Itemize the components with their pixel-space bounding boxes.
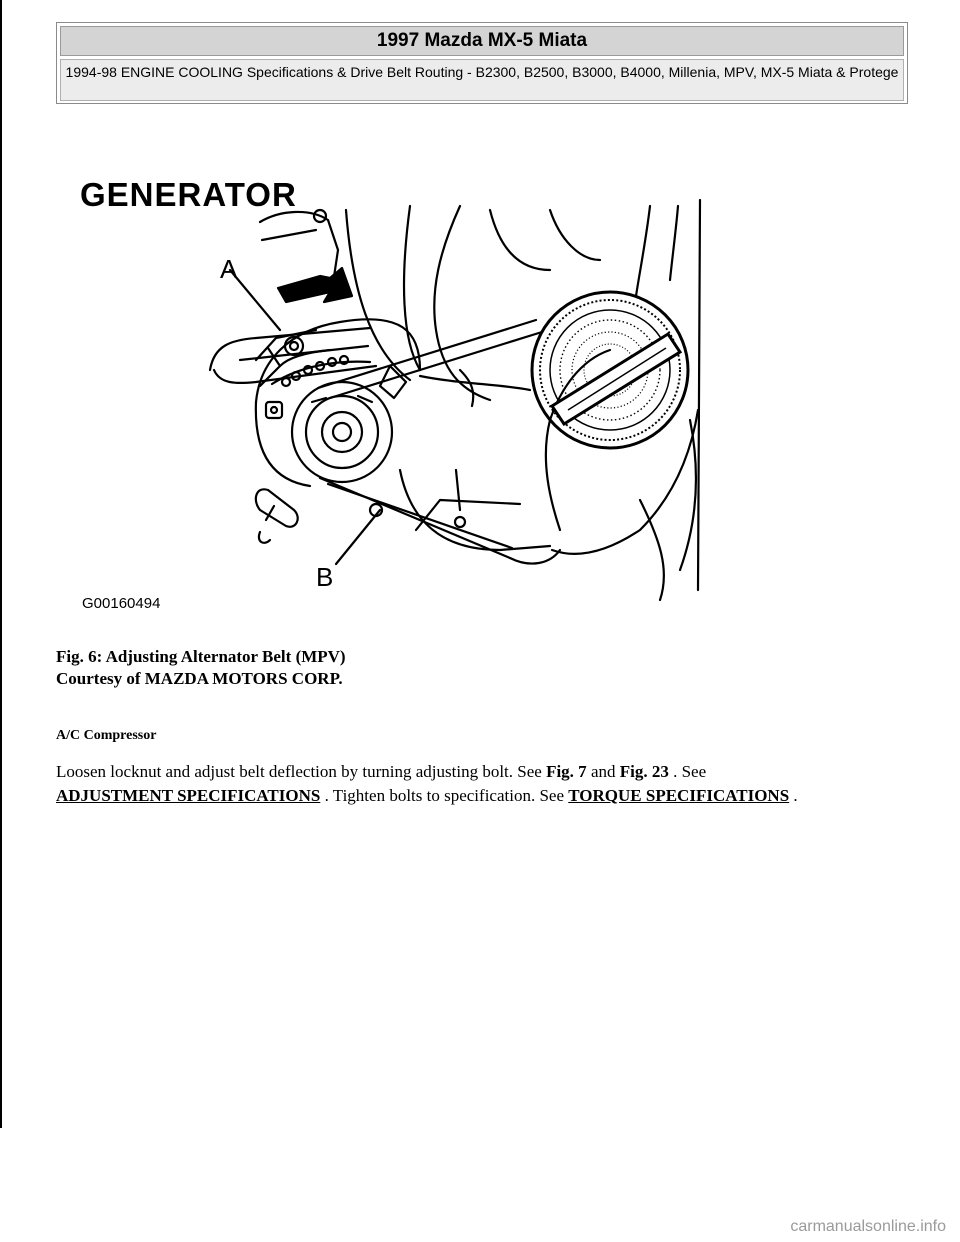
- line-art: [210, 200, 700, 600]
- label-a: A: [220, 254, 238, 284]
- page-header: [56, 22, 908, 104]
- instruction-paragraph: [56, 760, 916, 808]
- header-subtitle: 1994-98 ENGINE COOLING Specifications & Drive Belt Routing - B2300, B2500, B3000, B4000, Millenia, MPV, MX-5 Miata & Protege: [60, 59, 904, 101]
- fan-wheel: [532, 292, 688, 448]
- generator-figure: [80, 170, 720, 620]
- para-text-4: . Tighten bolts to specification. See: [320, 786, 569, 805]
- adjustment-specifications-link[interactable]: ADJUSTMENT SPECIFICATIONS: [56, 786, 321, 805]
- label-b: B: [316, 562, 334, 592]
- figure-heading: GENERATOR: [80, 176, 297, 213]
- torque-specifications-link[interactable]: TORQUE SPECIFICATIONS: [568, 786, 790, 805]
- para-text-2: and: [586, 762, 620, 781]
- watermark: carmanualsonline.info: [790, 1218, 946, 1235]
- fig-23-link[interactable]: Fig. 23: [619, 762, 669, 781]
- figure-code: G00160494: [82, 595, 161, 612]
- para-text-5: .: [789, 786, 798, 805]
- caption-credit: Courtesy of MAZDA MOTORS CORP.: [56, 669, 343, 688]
- para-text-3: . See: [668, 762, 707, 781]
- caption-title: Fig. 6: Adjusting Alternator Belt (MPV): [56, 647, 346, 666]
- left-border-rule: [0, 0, 2, 1128]
- header-title: 1997 Mazda MX-5 Miata: [60, 26, 904, 56]
- generator-drawing: [80, 170, 720, 620]
- figure-caption: [56, 646, 346, 690]
- para-text-1: Loosen locknut and adjust belt deflection by turning adjusting bolt. See: [56, 762, 547, 781]
- fig-7-link[interactable]: Fig. 7: [546, 762, 587, 781]
- section-heading: A/C Compressor: [56, 728, 157, 743]
